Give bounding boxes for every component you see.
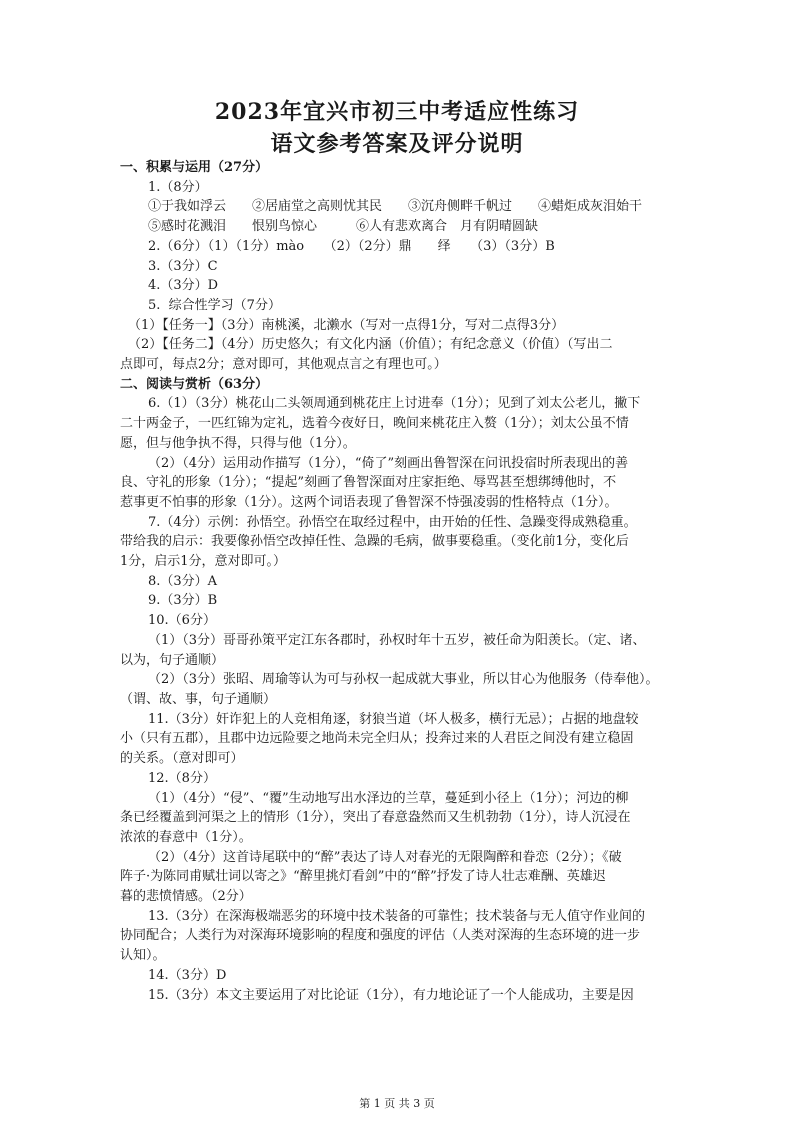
question-11-line-1: 11.（3分）奸诈犯上的人竞相角逐，豺狼当道（坏人极多，横行无忌）；占据的地盘较 — [148, 711, 639, 727]
question-12-part-2-line-1: （2）（4分）这首诗尾联中的“醉”表达了诗人对春光的无限陶醉和眷恋（2分）；《破 — [148, 849, 622, 865]
question-10-header: 10.（6分） — [148, 613, 216, 629]
question-2-answer: 2.（6分）（1）（1分）mào （2）（2分）鼎 绎 （3）（3分）B — [148, 238, 555, 254]
question-15-line-1: 15.（3分）本文主要运用了对比论证（1分），有力地论证了一个人能成功，主要是因 — [148, 987, 634, 1003]
section-heading-1: 一、积累与运用（27分） — [120, 160, 269, 175]
question-6-line-2: 二十两金子，一匹红锦为定礼，选着今夜好日，晚间来桃花庄入赘（1分）；刘太公虽不情 — [120, 416, 629, 432]
question-12-part-1-line-2: 条已经覆盖到河渠之上的情形（1分），突出了春意盎然而又生机勃勃（1分），诗人沉浸在 — [120, 810, 631, 826]
question-1-answer-line-1: ①于我如浮云 ②居庙堂之高则忧其民 ③沉舟侧畔千帆过 ④蜡炬成灰泪始干 — [148, 199, 643, 215]
page-footer: 第 1 页 共 3 页 — [359, 1097, 435, 1110]
question-11-line-2: 小（只有五郡），且郡中边远险要之地尚未完全归从；投奔过来的人君臣之间没有建立稳固 — [120, 731, 634, 747]
question-1-answer-line-2: ⑤感时花溅泪 恨别鸟惊心 ⑥人有悲欢离合 月有阴晴圆缺 — [148, 219, 539, 235]
question-10-part-2-line-1: （2）（3分）张昭、周瑜等认为可与孙权一起成就大事业，所以甘心为他服务（侍奉他）。 — [148, 672, 659, 688]
question-14-answer: 14.（3分）D — [148, 967, 227, 983]
question-4-answer: 4.（3分）D — [148, 278, 219, 294]
question-5-task-2-continued: 点即可，每点2分；意对即可，其他观点言之有理也可。） — [120, 357, 447, 373]
question-13-line-1: 13.（3分）在深海极端恶劣的环境中技术装备的可靠性；技术装备与无人值守作业间的 — [148, 908, 645, 924]
question-12-part-2-line-2: 阵子·为陈同甫赋壮词以寄之》“醉里挑灯看剑”中的“醉”抒发了诗人壮志难酬、英雄迟 — [120, 869, 606, 885]
question-7-line-3: 1分，启示1分，意对即可。） — [120, 554, 287, 570]
question-3-answer: 3.（3分）C — [148, 258, 218, 274]
question-7-line-1: 7.（4分）示例：孙悟空。孙悟空在取经过程中，由开始的任性、急躁变得成熟稳重。 — [148, 514, 637, 530]
question-6-part-2-line-2: 良、守礼的形象（1分）；“提起”刻画了鲁智深面对庄家拒绝、辱骂甚至想绑缚他时，不 — [120, 475, 617, 491]
question-5-header: 5. 综合性学习（7分） — [148, 297, 281, 313]
question-6-part-2-line-3: 惹事更不怕事的形象（1分）。这两个词语表现了鲁智深不恃强凌弱的性格特点（1分）。 — [120, 494, 618, 510]
question-8-answer: 8.（3分）A — [148, 573, 218, 589]
question-5-task-2: （2）【任务二】（4分）历史悠久；有文化内涵（价值）；有纪念意义（价值）（写出二 — [128, 337, 613, 353]
question-11-line-3: 的关系。（意对即可） — [120, 751, 244, 767]
question-1-header: 1.（8分） — [148, 179, 208, 195]
question-6-line-3: 愿，但与他争执不得，只得与他（1分）。 — [120, 435, 356, 451]
question-12-part-1-line-3: 浓浓的春意中（1分）。 — [120, 829, 252, 845]
question-7-line-2: 带给我的启示：我要像孙悟空改掉任性、急躁的毛病，做事要稳重。（变化前1分，变化后 — [120, 534, 629, 550]
question-12-part-2-line-3: 暮的悲愤情感。（2分） — [120, 889, 252, 905]
document-subtitle: 语文参考答案及评分说明 — [270, 131, 524, 157]
question-13-line-3: 认知）。 — [120, 948, 166, 964]
question-9-answer: 9.（3分）B — [148, 593, 218, 609]
question-12-header: 12.（8分） — [148, 770, 216, 786]
question-5-task-1: （1）【任务一】（3分）南桃溪，北濑水（写对一点得1分，写对二点得3分） — [128, 317, 565, 333]
question-13-line-2: 协同配合；人类行为对深海环境影响的程度和强度的评估（人类对深海的生态环境的进一步 — [120, 928, 641, 944]
section-heading-2: 二、阅读与赏析（63分） — [120, 376, 269, 392]
question-6-line-1: 6.（1）（3分）桃花山二头领周通到桃花庄上讨进奉（1分）；见到了刘太公老儿，撇下 — [148, 396, 641, 412]
question-10-part-1-line-1: （1）（3分）哥哥孙策平定江东各郡时，孙权时年十五岁，被任命为阳羡长。（定、诸、 — [148, 632, 646, 648]
question-10-part-2-line-2: （谓、故、事，句子通顺） — [120, 691, 277, 707]
question-6-part-2-line-1: （2）（4分）运用动作描写（1分），“倚了”刻画出鲁智深在问讯投宿时所表现出的善 — [148, 455, 629, 471]
document-title: 2023年宜兴市初三中考适应性练习 — [214, 99, 580, 125]
question-10-part-1-line-2: 以为，句子通顺） — [120, 652, 225, 668]
question-12-part-1-line-1: （1）（4分）“侵”、“覆”生动地写出水泽边的兰草，蔓延到小径上（1分）；河边的柳 — [148, 790, 629, 806]
answer-content — [120, 158, 680, 1005]
